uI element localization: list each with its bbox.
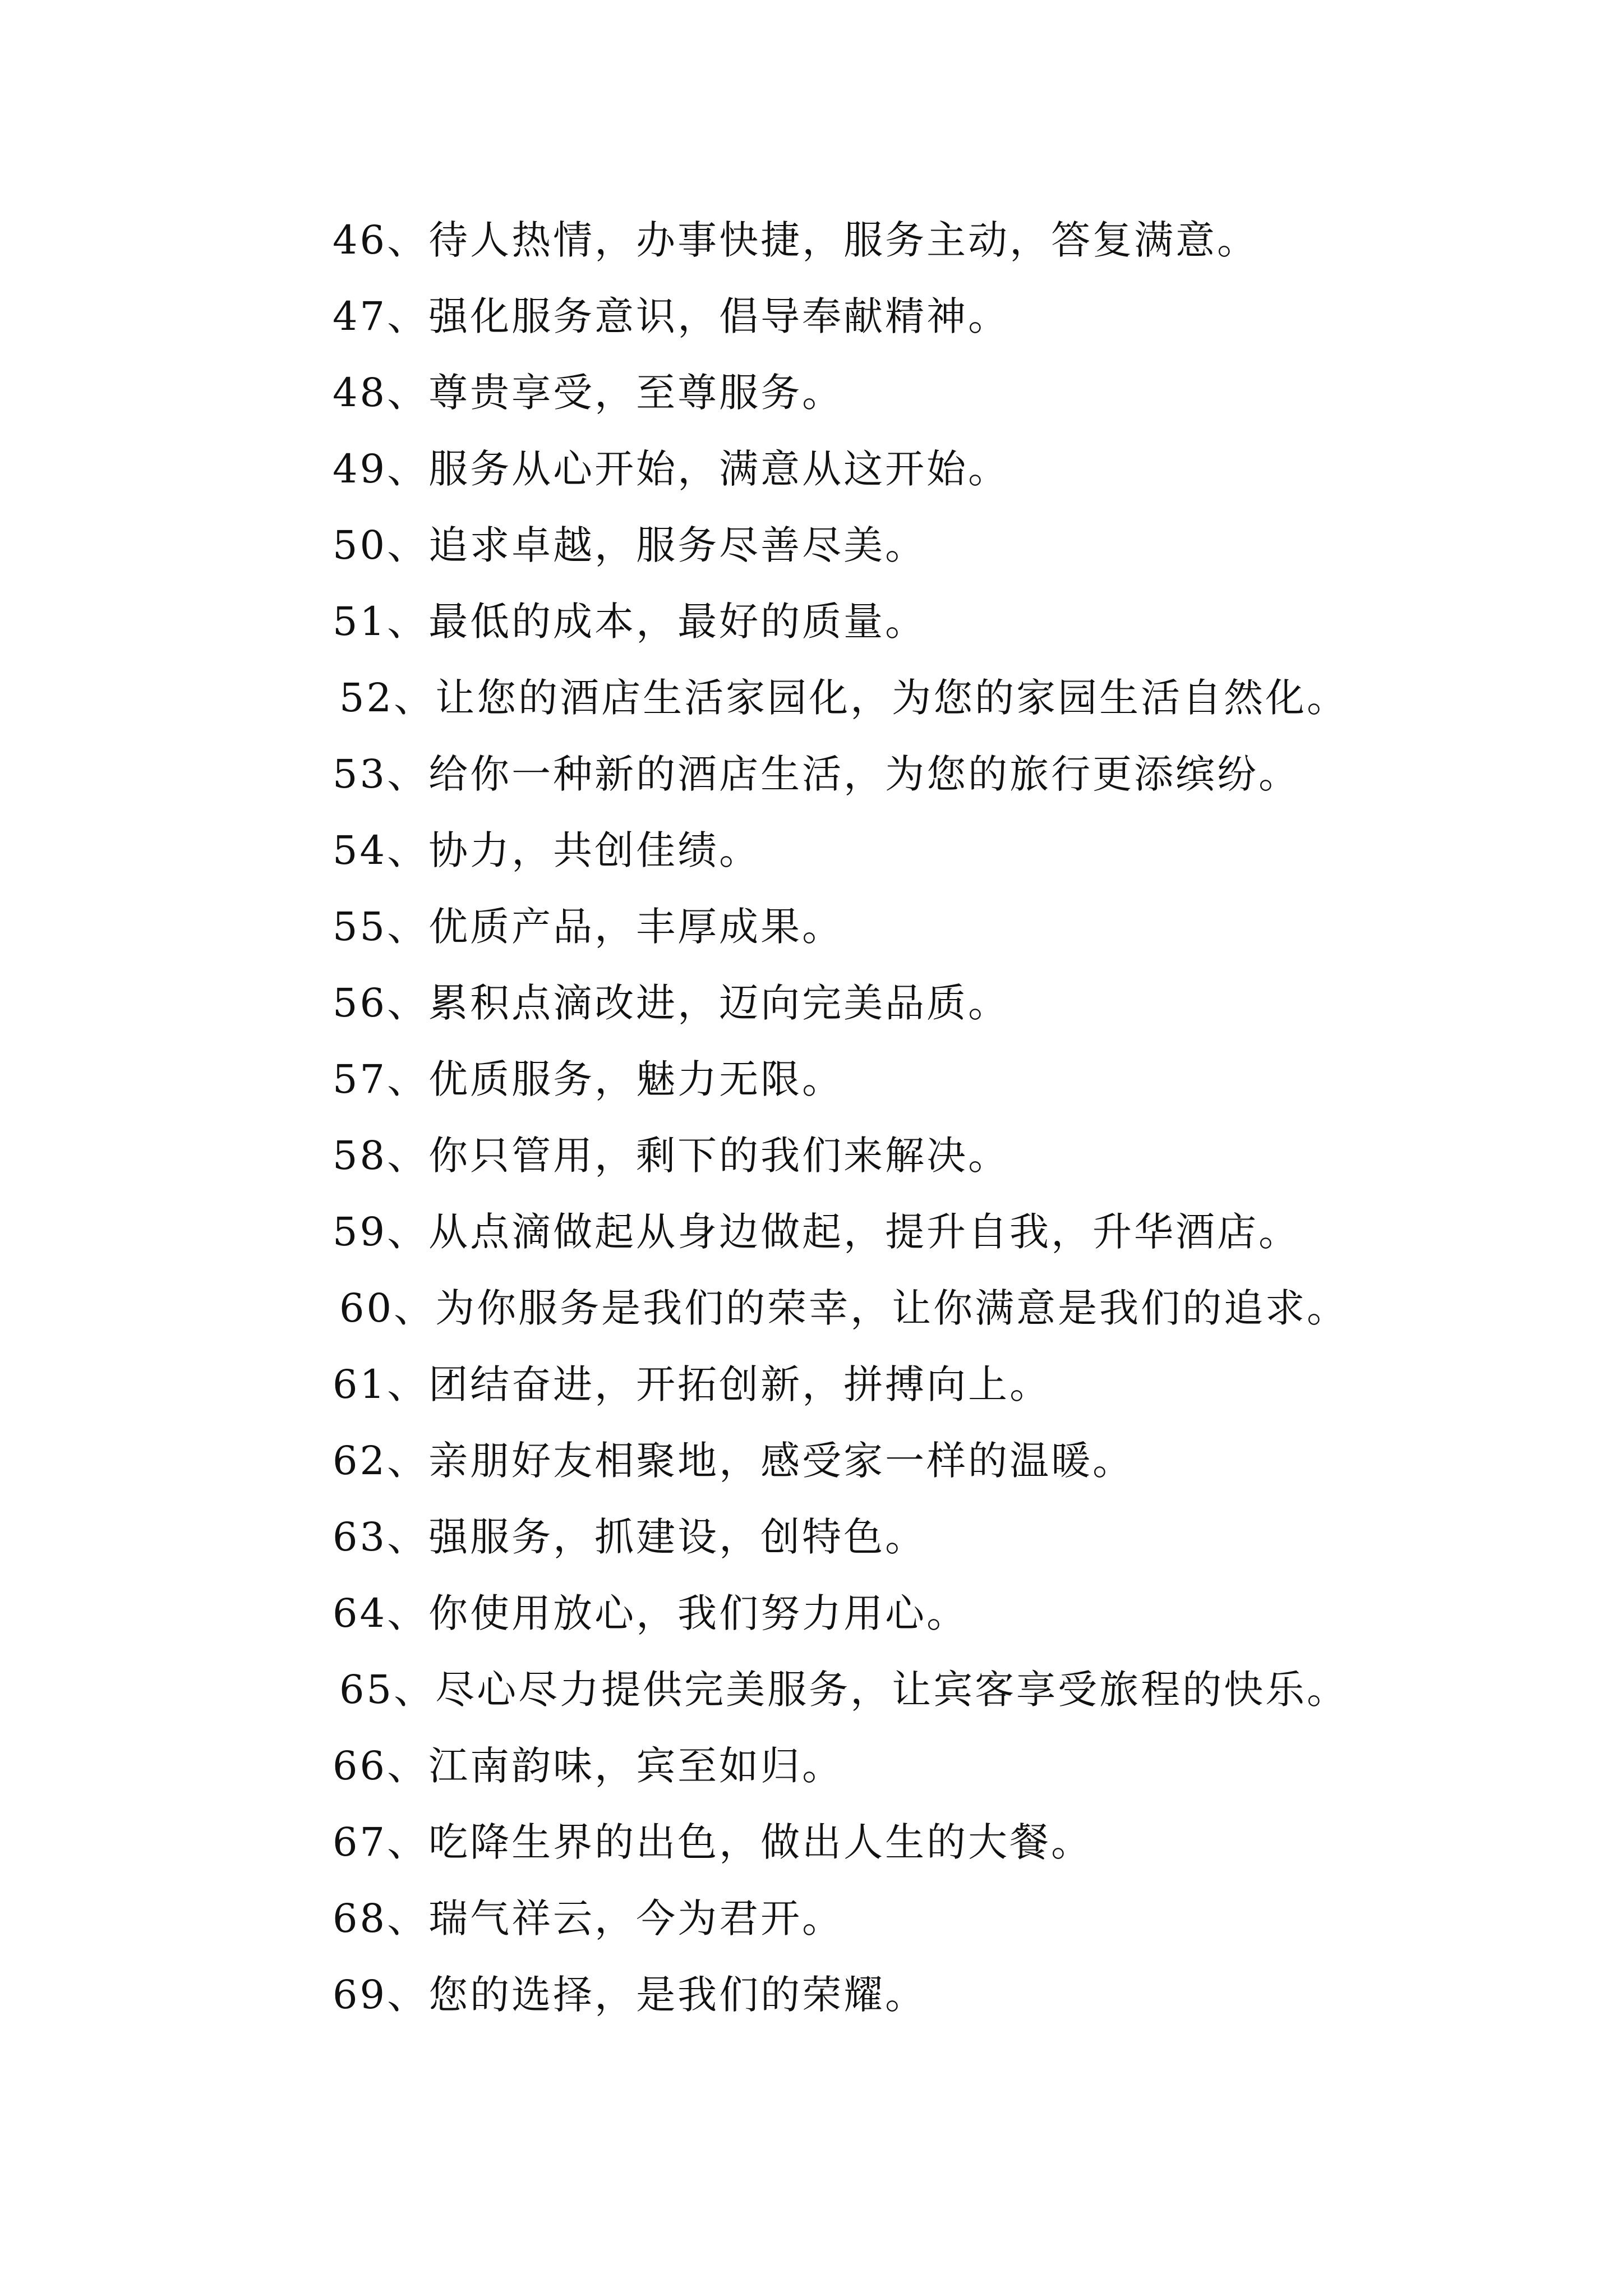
- list-item: [333, 671, 1566, 747]
- item-number: 66: [333, 1743, 388, 1789]
- list-item: [333, 518, 1566, 595]
- list-item: [333, 1663, 1566, 1739]
- list-item: [333, 747, 1566, 823]
- item-text: 、亲朋好友相聚地，感受家一样的温暖。: [387, 1438, 1135, 1484]
- list-item: [333, 1358, 1566, 1434]
- list-item: [333, 1510, 1566, 1586]
- list-item: [333, 823, 1566, 900]
- item-text: 、江南韵味，宾至如归。: [387, 1743, 844, 1789]
- list-item: [333, 976, 1566, 1052]
- item-number: 46: [333, 217, 388, 263]
- item-number: 64: [333, 1590, 388, 1636]
- item-text: 、协力，共创佳绩。: [387, 827, 761, 873]
- item-number: 68: [333, 1895, 388, 1941]
- list-item: [333, 1434, 1566, 1510]
- item-text: 、强服务，抓建设，创特色。: [387, 1514, 927, 1560]
- list-item: [333, 1129, 1566, 1205]
- item-text: 、最低的成本，最好的质量。: [387, 599, 927, 645]
- list-item: [333, 1586, 1566, 1663]
- item-number: 56: [333, 980, 388, 1026]
- item-text: 、追求卓越，服务尽善尽美。: [387, 522, 927, 568]
- item-text: 、团结奋进，开拓创新，拼搏向上。: [387, 1361, 1052, 1407]
- item-number: 54: [333, 827, 388, 873]
- list-item: [333, 1052, 1566, 1129]
- item-text: 、尽心尽力提供完美服务，让宾客享受旅程的快乐。: [394, 1667, 1349, 1713]
- list-item: [333, 1739, 1566, 1815]
- item-text: 、您的选择，是我们的荣耀。: [387, 1972, 927, 2018]
- item-text: 、让您的酒店生活家园化，为您的家园生活自然化。: [394, 675, 1349, 721]
- list-item: [333, 900, 1566, 976]
- item-number: 60: [339, 1285, 394, 1331]
- item-number: 57: [333, 1056, 388, 1102]
- item-text: 、给你一种新的酒店生活，为您的旅行更添缤纷。: [387, 751, 1301, 797]
- item-number: 69: [333, 1972, 388, 2018]
- item-text: 、吃降生界的出色，做出人生的大餐。: [387, 1819, 1093, 1865]
- item-number: 52: [339, 675, 394, 721]
- list-item: [333, 1281, 1566, 1358]
- item-number: 48: [333, 370, 388, 416]
- item-number: 65: [339, 1667, 394, 1713]
- list-item: [333, 366, 1566, 442]
- list-item: [333, 442, 1566, 518]
- list-item: [333, 1968, 1566, 2044]
- item-text: 、从点滴做起从身边做起，提升自我，升华酒店。: [387, 1209, 1301, 1255]
- item-number: 47: [333, 293, 388, 339]
- item-number: 50: [333, 522, 388, 568]
- list-item: [333, 1892, 1566, 1968]
- item-number: 62: [333, 1438, 388, 1484]
- item-text: 、瑞气祥云，今为君开。: [387, 1895, 844, 1941]
- item-text: 、优质产品，丰厚成果。: [387, 904, 844, 950]
- item-number: 49: [333, 446, 388, 492]
- item-number: 59: [333, 1209, 388, 1255]
- item-text: 、你只管用，剩下的我们来解决。: [387, 1133, 1010, 1179]
- list-item: [333, 289, 1566, 366]
- item-number: 55: [333, 904, 388, 950]
- item-number: 58: [333, 1133, 388, 1179]
- item-text: 、服务从心开始，满意从这开始。: [387, 446, 1010, 492]
- item-text: 、为你服务是我们的荣幸，让你满意是我们的追求。: [394, 1285, 1349, 1331]
- item-text: 、你使用放心，我们努力用心。: [387, 1590, 969, 1636]
- item-text: 、优质服务，魅力无限。: [387, 1056, 844, 1102]
- item-number: 53: [333, 751, 388, 797]
- list-item: [333, 595, 1566, 671]
- item-number: 61: [333, 1361, 388, 1407]
- item-text: 、待人热情，办事快捷，服务主动，答复满意。: [387, 217, 1259, 263]
- item-number: 63: [333, 1514, 388, 1560]
- item-text: 、尊贵享受，至尊服务。: [387, 370, 844, 416]
- item-number: 67: [333, 1819, 388, 1865]
- slogan-list: [333, 213, 1566, 2044]
- item-text: 、累积点滴改进，迈向完美品质。: [387, 980, 1010, 1026]
- item-number: 51: [333, 599, 388, 645]
- list-item: [333, 1205, 1566, 1281]
- item-text: 、强化服务意识，倡导奉献精神。: [387, 293, 1010, 339]
- list-item: [333, 213, 1566, 289]
- list-item: [333, 1815, 1566, 1892]
